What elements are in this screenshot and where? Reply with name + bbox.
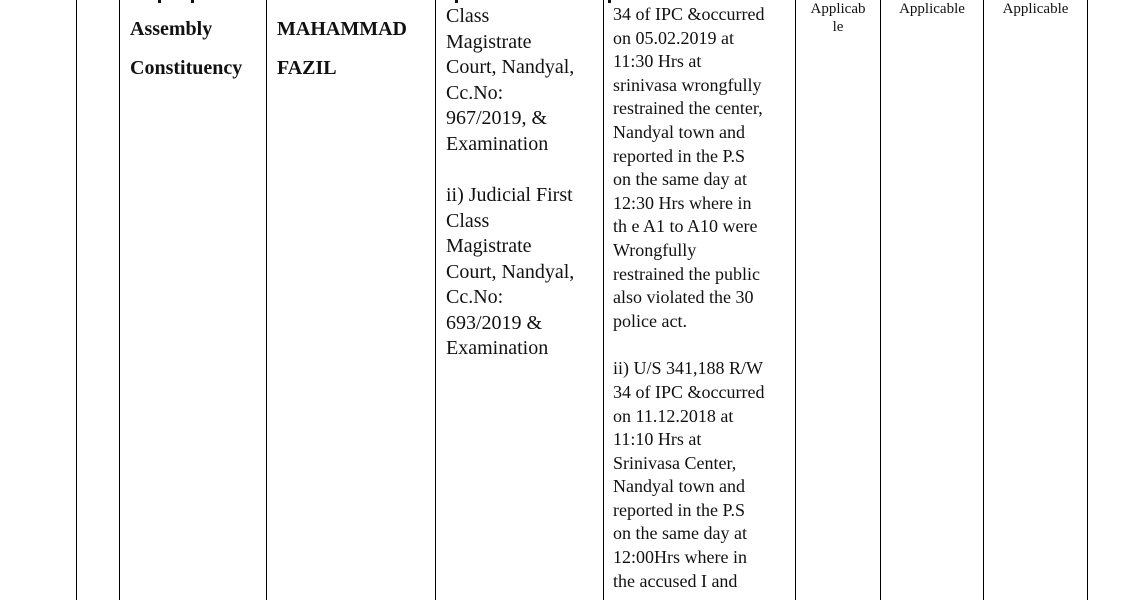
applicable-col6-line2: le [832,19,844,35]
offence-para1-line: also violated the 30 [613,287,754,308]
constituency-line1: Assembly [130,18,213,40]
offence-para2-line: Srinivasa Center, [613,452,737,473]
court-para2-line: Court, Nandyal, [446,260,575,283]
table-border-right [1087,0,1088,600]
court-para2-line: 693/2019 & [446,311,543,334]
applicable-cell-col6 [796,0,880,36]
offence-para2-line: ii) U/S 341,188 R/W [613,358,764,379]
offence-para2-line: the accused I and [613,570,738,591]
court-para1-line: Cc.No: [446,81,504,104]
offence-para1-line: 12:30 Hrs where in [613,192,752,213]
applicable-col8-text: Applicable [1002,1,1069,17]
court-details-para2 [446,183,602,362]
offence-para2-line: Nandyal town and [613,476,745,497]
table-border-6 [880,0,881,600]
offence-para1-line: restrained the center, [613,98,763,119]
table-border-4 [603,0,604,600]
court-para1-line: Examination [446,132,549,155]
offence-para1-line: Wrongfully [613,239,697,260]
court-para1-line: Class [446,5,490,27]
table-border-2 [266,0,267,600]
offence-para1-line: 11:30 Hrs at [613,51,702,72]
offence-para1-line: srinivasa wrongfully [613,74,762,95]
offence-details-para2 [613,357,795,593]
offence-para1-line: restrained the public [613,263,760,284]
table-border-left [76,0,77,600]
court-details-para1 [446,4,602,157]
offence-details-cell [613,3,795,593]
offence-para2-line: reported in the P.S [613,499,745,520]
offence-para1-line: police act. [613,310,687,331]
court-para2-line: Examination [446,337,549,359]
offence-para1-line: th e A1 to A10 were [613,216,758,237]
offence-para1-line: on 05.02.2019 at [613,27,734,48]
applicable-cell-col8 [984,0,1087,18]
table-border-3 [435,0,436,600]
constituency-line2: Constituency [130,57,243,79]
offence-para2-line: 12:00Hrs where in [613,547,747,568]
court-para1-line: 967/2019, & [446,107,548,129]
offence-para2-line: on 11.12.2018 at [613,405,734,426]
offence-para2-line: on the same day at [613,523,747,544]
applicable-col6-line1: Applicab [810,1,866,17]
table-border-5 [795,0,796,600]
table-border-1 [119,0,120,600]
court-para2-line: ii) Judicial First [446,184,573,206]
court-para2-line: Cc.No: [446,286,504,308]
court-para2-line: Magistrate [446,235,532,257]
table-border-7 [983,0,984,600]
court-para2-line: Class [446,209,490,232]
offence-para1-line: on the same day at [613,169,747,190]
court-para1-line: Magistrate [446,30,532,53]
applicable-col7-text: Applicable [899,1,965,17]
offence-para2-line: 11:10 Hrs at [613,429,702,450]
offence-details-para1 [613,3,795,333]
court-details-cell [446,4,602,362]
candidate-name-line2: FAZIL [277,57,337,79]
court-para1-line: Court, Nandyal, [446,56,575,78]
candidate-name-line1: MAHAMMAD [277,18,407,40]
offence-para2-line: 34 of IPC &occurred [613,381,765,402]
offence-para1-line: 34 of IPC &occurred [613,4,765,24]
offence-para1-line: reported in the P.S [613,145,745,166]
offence-para1-line: Nandyal town and [613,121,745,142]
applicable-cell-col7 [881,0,983,18]
